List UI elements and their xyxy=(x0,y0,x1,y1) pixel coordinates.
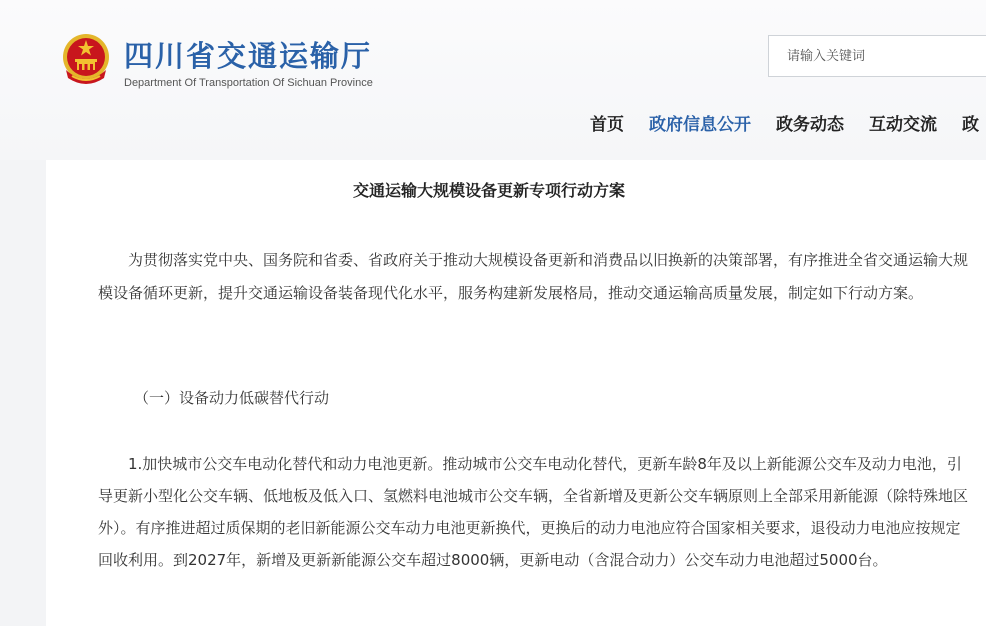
article-content xyxy=(46,160,986,626)
nav-item-interaction[interactable]: 互动交流 xyxy=(869,115,937,135)
nav-item-gov-info-disclosure[interactable]: 政府信息公开 xyxy=(649,115,751,135)
nav-item-truncated[interactable]: 政 xyxy=(962,115,979,135)
national-emblem-icon xyxy=(58,30,114,90)
nav-item-gov-news[interactable]: 政务动态 xyxy=(776,115,844,135)
main-nav xyxy=(590,112,986,138)
section-heading: （一）设备动力低碳替代行动 xyxy=(134,389,330,407)
article-intro-paragraph: 为贯彻落实党中央、国务院和省委、省政府关于推动大规模设备更新和消费品以旧换新的决策部署，有序推进全省交通运输大规模设备循环更新，提升交通运输设备装备现代化水平，服务构建新发展格局，推动交通运输高质量发展，制定如下行动方案。 xyxy=(98,251,969,302)
site-header xyxy=(0,0,986,160)
search-input[interactable] xyxy=(768,35,986,77)
article-title: 交通运输大规模设备更新专项行动方案 xyxy=(352,181,625,200)
site-subtitle: Department Of Transportation Of Sichuan Province xyxy=(124,77,373,89)
site-title: 四川省交通运输厅 xyxy=(124,39,373,73)
article-item-paragraph: 1.加快城市公交车电动化替代和动力电池更新。推动城市公交车电动化替代，更新车龄8年及以上新能源公交车及动力电池，引导更新小型化公交车辆、低地板及低入口、氢燃料电池城市公交车辆，全省新增及更新公交车辆原则上全部采用新能源（除特殊地区外）。有序推进超过质保期的老旧新能源公交车动力电池更新换代，更换后的动力电池应符合国家相关要求，退役动力电池应按规定回收利用。到2027年，新增及更新新能源公交车超过8000辆，更新电动（含混合动力）公交车动力电池超过5000台。 xyxy=(98,455,969,569)
nav-item-home[interactable]: 首页 xyxy=(590,115,624,135)
